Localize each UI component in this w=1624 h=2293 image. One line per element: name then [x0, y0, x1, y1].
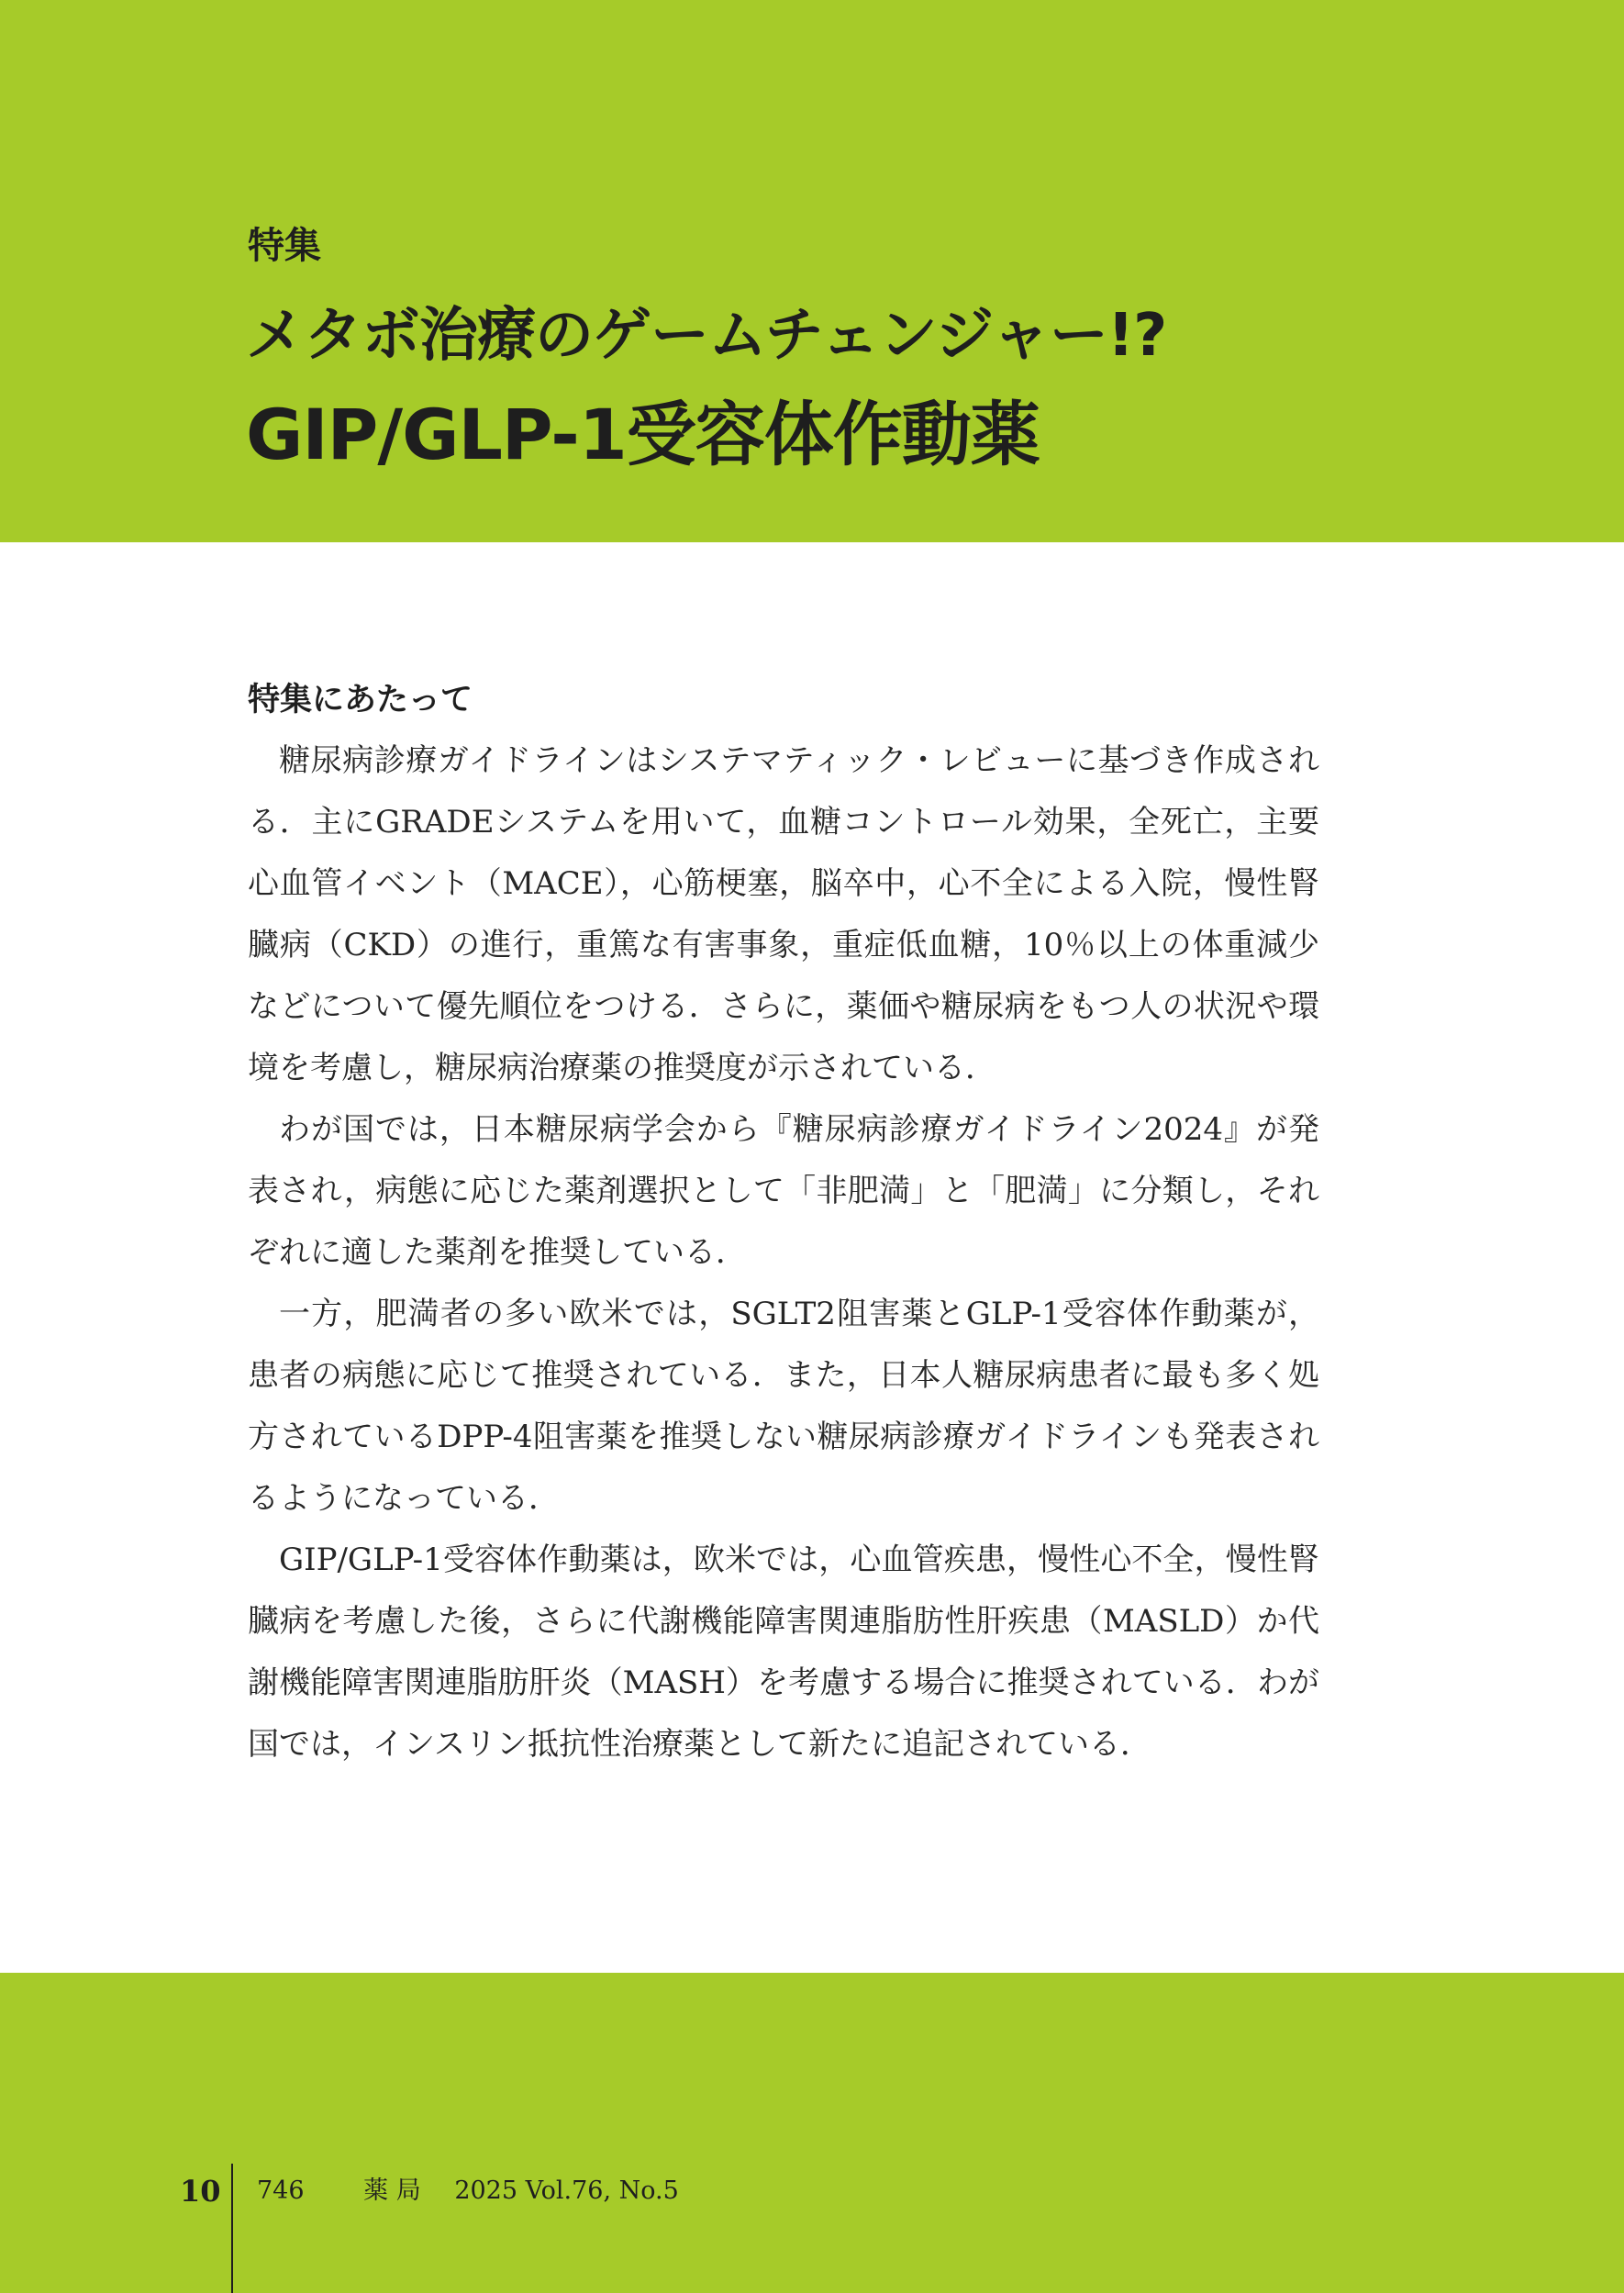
feature-title-line2: GIP/GLP-1受容体作動薬 [246, 394, 1040, 475]
folio-info [257, 2173, 679, 2210]
paragraph: わが国では，日本糖尿病学会から『糖尿病診療ガイドライン2024』が発表され，病態に応じた薬剤選択として「非肥満」と「肥満」に分類し，それぞれに適した薬剤を推奨している． [248, 1111, 1319, 1271]
article-body [248, 677, 1319, 1775]
feature-kicker: 特集 [248, 225, 321, 267]
journal-name: 薬 局 [363, 2176, 421, 2205]
serial-page-number: 746 [257, 2176, 305, 2205]
header-band [0, 0, 1624, 542]
issue-info: 2025 Vol.76, No.5 [454, 2176, 679, 2205]
section-heading: 特集にあたって [248, 682, 473, 718]
paragraph: GIP/GLP-1受容体作動薬は，欧米では，心血管疾患，慢性心不全，慢性腎臓病を考慮した後，さらに代謝機能障害関連脂肪性肝疾患（MASLD）か代謝機能障害関連脂肪肝炎（MASH）を考慮する場合に推奨されている．わが国では，インスリン抵抗性治療薬として新たに追記されている． [248, 1542, 1319, 1763]
folio-divider [231, 2164, 233, 2293]
feature-title-line1: メタボ治療のゲームチェンジャー!? [246, 302, 1167, 370]
footer-band [0, 1973, 1624, 2293]
paragraph: 一方，肥満者の多い欧米では，SGLT2阻害薬とGLP-1受容体作動薬が，患者の病態に応じて推奨されている．また，日本人糖尿病患者に最も多く処方されているDPP-4阻害薬を推奨しない糖尿病診療ガイドラインも発表されるようになっている． [248, 1296, 1319, 1517]
page-number: 10 [180, 2174, 221, 2209]
paragraph: 糖尿病診療ガイドラインはシステマティック・レビューに基づき作成される．主にGRADEシステムを用いて，血糖コントロール効果，全死亡，主要心血管イベント（MACE），心筋梗塞，脳卒中，心不全による入院，慢性腎臓病（CKD）の進行，重篤な有害事象，重症低血糖，10％以上の体重減少などについて優先順位をつける．さらに，薬価や糖尿病をもつ人の状況や環境を考慮し，糖尿病治療薬の推奨度が示されている． [248, 742, 1319, 1086]
